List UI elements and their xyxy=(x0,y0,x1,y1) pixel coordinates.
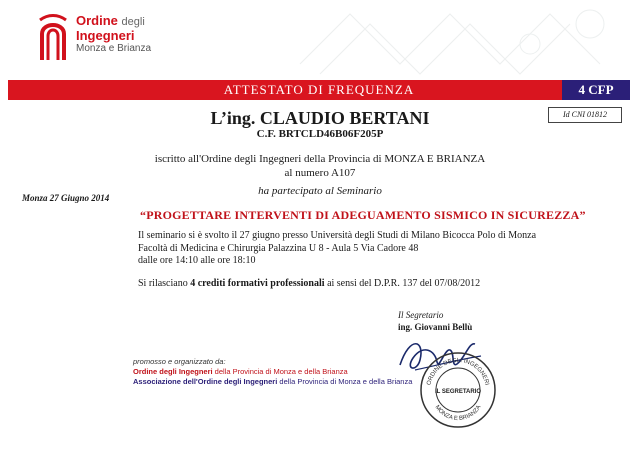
title-banner xyxy=(8,80,630,100)
official-stamp xyxy=(418,350,498,430)
logo-word-ordine: Ordine xyxy=(76,13,118,28)
seminar-details xyxy=(138,230,578,268)
promoter-association-rest: della Provincia di Monza e della Brianza xyxy=(277,377,413,386)
recipient-name: L’ing. CLAUDIO BERTANI xyxy=(210,108,430,128)
promoter-order xyxy=(133,367,412,377)
logo-subtitle: Monza e Brianza xyxy=(76,43,152,54)
cni-id-box: Id CNI 01812 xyxy=(548,107,622,123)
credits-prefix: Si rilasciano xyxy=(138,278,191,289)
participation-text: ha partecipato al Seminario xyxy=(258,185,382,197)
stamp-top-text: ORDINE DEGLI INGEGNERI xyxy=(426,357,490,386)
logo-word-ingegneri: Ingegneri xyxy=(76,28,135,43)
issue-date: Monza 27 Giugno 2014 xyxy=(22,193,110,203)
order-logo-text xyxy=(76,14,151,54)
svg-text:ORDINE DEGLI INGEGNERI xyxy=(426,358,489,386)
enrollment-line-1: iscritto all'Ordine degli Ingegneri della Provincia di MONZA E BRIANZA xyxy=(154,153,486,165)
details-line-1: Il seminario si è svolto il 27 giugno presso Università degli Studi di Milano Bicocca Polo di Monza xyxy=(138,230,537,241)
details-line-3: dalle ore 14:10 alle ore 18:10 xyxy=(138,255,256,266)
promoter-association xyxy=(133,377,412,387)
enrollment-text xyxy=(0,152,640,180)
svg-text:MONZA E BRIANZA xyxy=(434,404,483,422)
promoters-block xyxy=(133,357,412,387)
credits-suffix: ai sensi del D.P.R. 137 del 07/08/2012 xyxy=(324,278,481,289)
signatory-name: ing. Giovanni Bellù xyxy=(398,322,473,332)
promoter-order-name: Ordine degli Ingegneri xyxy=(133,367,213,376)
logo-word-degli: degli xyxy=(121,16,145,28)
stamp-center-text: IL SEGRETARIO xyxy=(434,389,482,395)
enrollment-line-2: al numero A107 xyxy=(284,167,356,179)
fiscal-code: C.F. BRTCLD46B06F205P xyxy=(256,128,384,140)
order-logo-icon xyxy=(38,12,68,62)
stamp-bottom-text: MONZA E BRIANZA xyxy=(433,404,483,423)
promoter-order-rest: della Provincia di Monza e della Brianza xyxy=(212,367,348,376)
promoters-intro: promosso e organizzato da: xyxy=(133,357,226,366)
promoter-association-name: Associazione dell'Ordine degli Ingegneri xyxy=(133,377,278,386)
credits-statement xyxy=(138,278,480,289)
watermark-pattern xyxy=(290,4,620,76)
details-line-2: Facoltà di Medicina e Chirurgia Palazzina U 8 - Aula 5 Via Cadore 48 xyxy=(138,242,419,254)
signatory-role: Il Segretario xyxy=(398,310,444,320)
credits-amount: 4 crediti formativi professionali xyxy=(190,278,325,289)
cfp-badge: 4 CFP xyxy=(562,80,630,100)
seminar-title: “PROGETTARE INTERVENTI DI ADEGUAMENTO SISMICO IN SICUREZZA” xyxy=(140,208,586,222)
certificate-title: ATTESTATO DI FREQUENZA xyxy=(223,82,415,97)
